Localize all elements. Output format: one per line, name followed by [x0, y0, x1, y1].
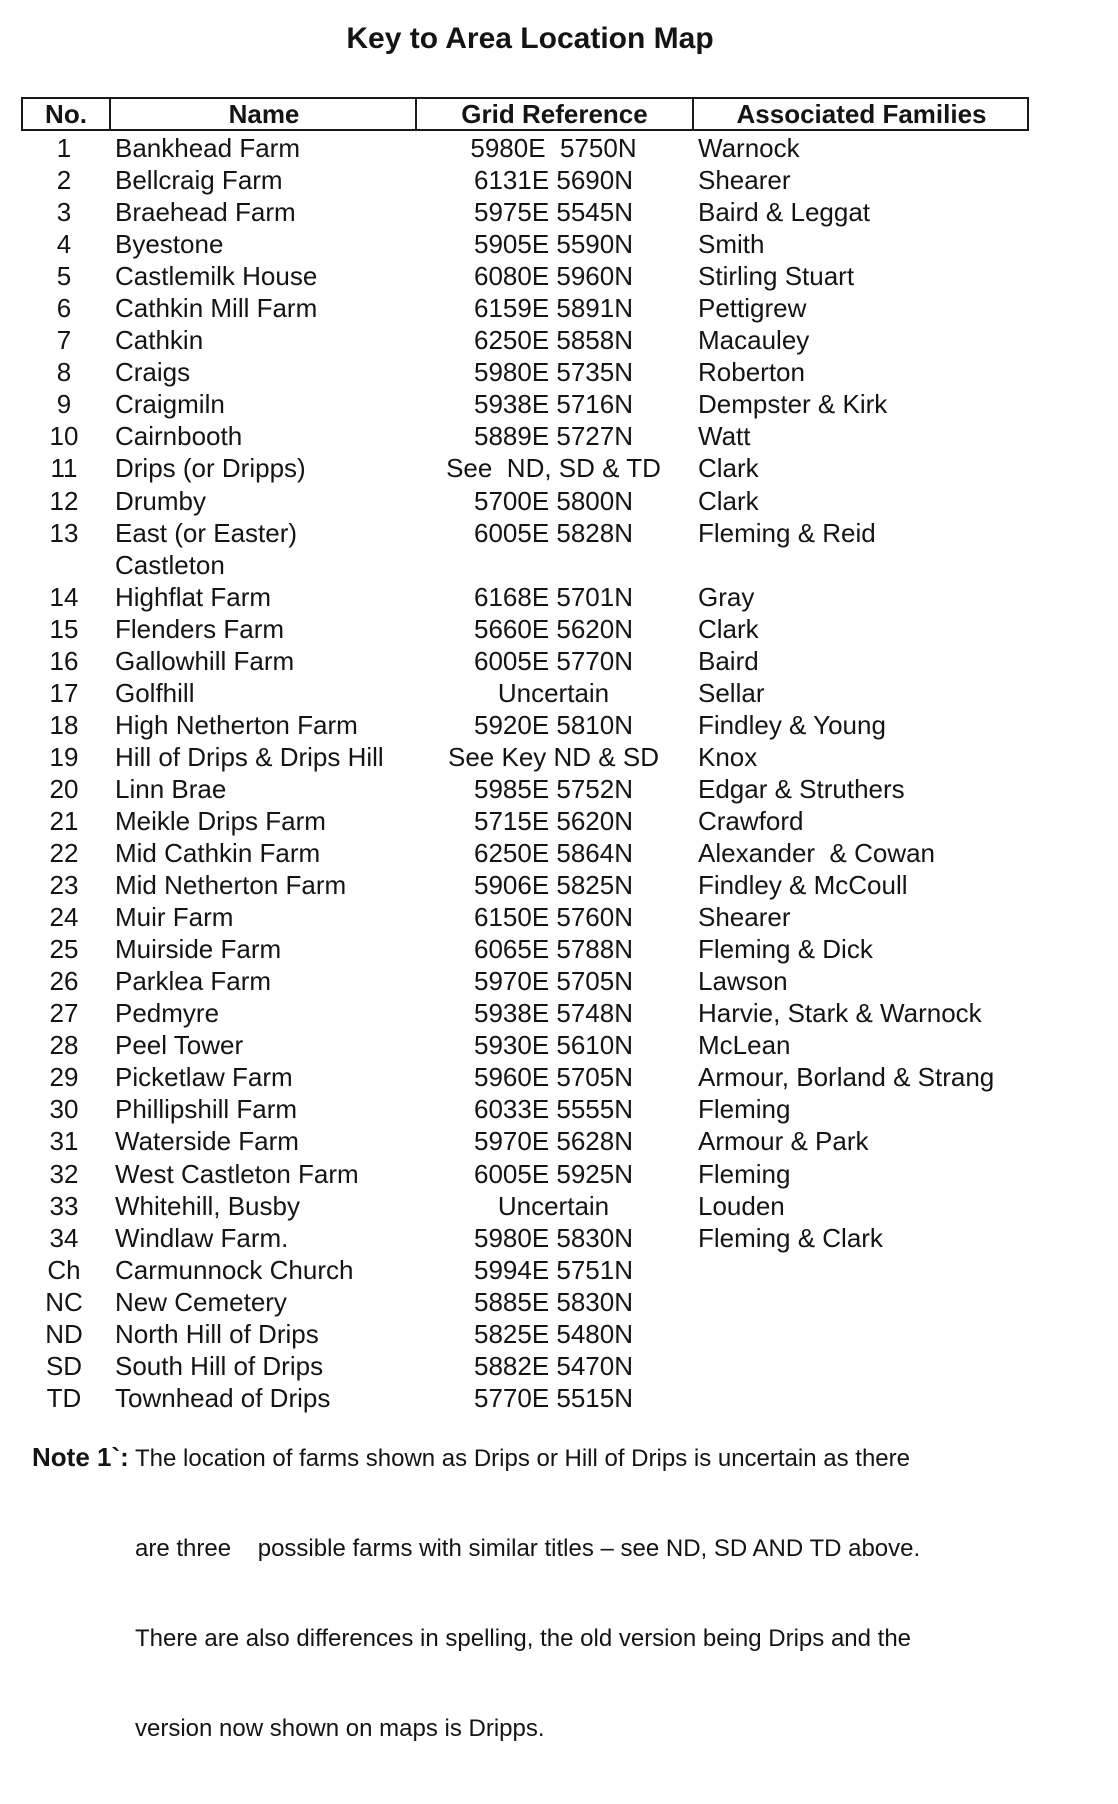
table-row [0, 1318, 1118, 1350]
cell-associated-families: Edgar & Struthers [698, 773, 905, 804]
header-name: Name [109, 99, 417, 129]
cell-associated-families: Alexander & Cowan [698, 838, 936, 869]
cell-associated-families: Findley & McCoull [698, 870, 908, 901]
cell-name: Craigs [115, 357, 191, 388]
cell-name: Phillipshill Farm [115, 1094, 298, 1125]
cell-grid-reference: 5938E 5716N [473, 389, 634, 420]
cell-associated-families: Pettigrew [698, 293, 807, 324]
cell-name: Muirside Farm [115, 934, 282, 965]
cell-associated-families: Clark [698, 613, 759, 644]
cell-no: 19 [49, 741, 79, 772]
cell-no: 26 [49, 966, 79, 997]
note-line: version now shown on maps is Dripps. [135, 1715, 545, 1742]
cell-grid-reference: Uncertain [497, 677, 610, 708]
cell-grid-reference: 6250E 5858N [473, 325, 634, 356]
cell-associated-families: Stirling Stuart [698, 261, 855, 292]
table-row [0, 933, 1118, 965]
cell-grid-reference: 5700E 5800N [473, 485, 634, 516]
cell-no: Ch [47, 1254, 81, 1285]
cell-name: Highflat Farm [115, 581, 272, 612]
cell-name: Gallowhill Farm [115, 645, 295, 676]
cell-no: 7 [56, 325, 72, 356]
cell-no: 16 [49, 645, 79, 676]
cell-name: Carmunnock Church [115, 1254, 354, 1285]
cell-no: 21 [49, 805, 79, 836]
table-row [0, 388, 1118, 420]
cell-associated-families: Fleming & Dick [698, 934, 873, 965]
cell-grid-reference: See ND, SD & TD [446, 453, 661, 484]
cell-associated-families: Clark [698, 453, 759, 484]
cell-no: 11 [50, 453, 78, 484]
cell-no: 2 [56, 165, 72, 196]
table-row [0, 485, 1118, 517]
table-row [0, 196, 1118, 228]
table-row [0, 356, 1118, 388]
table-row [0, 549, 1118, 581]
cell-name: Castleton [115, 549, 225, 580]
cell-grid-reference: 5882E 5470N [473, 1350, 634, 1381]
cell-no: 14 [49, 581, 79, 612]
table-row [0, 1350, 1118, 1382]
cell-associated-families: Sellar [698, 677, 765, 708]
table-row [0, 901, 1118, 933]
cell-no: 23 [49, 870, 79, 901]
cell-name: Peel Tower [115, 1030, 244, 1061]
cell-associated-families: Fleming [698, 1094, 791, 1125]
cell-name: South Hill of Drips [115, 1350, 324, 1381]
table-row [0, 773, 1118, 805]
cell-no: 1 [56, 133, 72, 163]
table-row [0, 965, 1118, 997]
cell-name: New Cemetery [115, 1286, 287, 1317]
table-row [0, 292, 1118, 324]
cell-no: 30 [49, 1094, 79, 1125]
cell-no: 27 [49, 998, 79, 1029]
table-row [0, 997, 1118, 1029]
cell-no: 12 [49, 485, 79, 516]
cell-no: 15 [49, 613, 79, 644]
cell-name: Castlemilk House [115, 261, 318, 292]
cell-associated-families: Armour, Borland & Strang [698, 1062, 995, 1093]
cell-grid-reference: 6250E 5864N [473, 838, 634, 869]
table-body [0, 132, 1118, 1414]
cell-grid-reference: 6005E 5925N [473, 1158, 634, 1189]
cell-grid-reference: 5970E 5628N [473, 1126, 634, 1157]
cell-no: TD [46, 1382, 82, 1413]
table-row [0, 1190, 1118, 1222]
cell-grid-reference: 6159E 5891N [473, 293, 634, 324]
cell-grid-reference: 6065E 5788N [473, 934, 634, 965]
cell-name: East (or Easter) [115, 517, 298, 548]
cell-no: 10 [49, 421, 79, 452]
cell-name: Muir Farm [115, 902, 234, 933]
cell-no: 3 [56, 197, 72, 228]
table-header [21, 97, 1029, 131]
cell-name: Cathkin [115, 325, 204, 356]
cell-name: Mid Netherton Farm [115, 870, 347, 901]
note-text [135, 1444, 995, 1804]
table-row [0, 1382, 1118, 1414]
table-row [0, 1158, 1118, 1190]
note-line: are three possible farms with similar titles – see ND, SD AND TD above. [135, 1535, 921, 1562]
cell-name: Craigmiln [115, 389, 225, 420]
page-title: Key to Area Location Map [346, 22, 714, 55]
cell-associated-families: Warnock [698, 133, 800, 163]
cell-grid-reference: 5825E 5480N [473, 1318, 634, 1349]
cell-grid-reference: 5660E 5620N [473, 613, 634, 644]
cell-no: 29 [49, 1062, 79, 1093]
note-label: Note 1`: [32, 1442, 129, 1472]
cell-grid-reference: 5975E 5545N [473, 197, 634, 228]
cell-name: Hill of Drips & Drips Hill [115, 741, 384, 772]
cell-grid-reference: 5770E 5515N [473, 1382, 634, 1413]
header-no: No. [45, 99, 87, 129]
cell-no: 13 [49, 517, 79, 548]
table-row [0, 645, 1118, 677]
cell-name: Bellcraig Farm [115, 165, 283, 196]
cell-associated-families: Knox [698, 741, 758, 772]
cell-name: Byestone [115, 229, 224, 260]
cell-no: 17 [49, 677, 79, 708]
table-row [0, 164, 1118, 196]
cell-grid-reference: 5970E 5705N [473, 966, 634, 997]
table-row [0, 581, 1118, 613]
table-row [0, 837, 1118, 869]
table-row [0, 1286, 1118, 1318]
cell-grid-reference: 6005E 5770N [473, 645, 634, 676]
cell-no: SD [45, 1350, 83, 1381]
cell-grid-reference: See Key ND & SD [448, 741, 659, 772]
cell-no: ND [45, 1318, 83, 1349]
cell-grid-reference: 5905E 5590N [473, 229, 634, 260]
cell-name: Parklea Farm [115, 966, 272, 997]
table-row [0, 1254, 1118, 1286]
cell-no: 8 [56, 357, 72, 388]
table-row [0, 260, 1118, 292]
cell-grid-reference: 6033E 5555N [473, 1094, 634, 1125]
cell-name: Mid Cathkin Farm [115, 838, 321, 869]
cell-name: Golfhill [115, 677, 195, 708]
cell-associated-families: Shearer [698, 902, 791, 933]
cell-associated-families: Louden [698, 1190, 785, 1221]
cell-grid-reference: 5985E 5752N [473, 773, 634, 804]
cell-grid-reference: 5980E 5750N [470, 133, 637, 163]
cell-name: Flenders Farm [115, 613, 285, 644]
table-row [0, 1061, 1118, 1093]
cell-associated-families: Baird [698, 645, 759, 676]
header-associated-families: Associated Families [692, 99, 1029, 129]
cell-name: Linn Brae [115, 773, 227, 804]
cell-associated-families: Crawford [698, 805, 804, 836]
table-row [0, 452, 1118, 484]
table-row [0, 1222, 1118, 1254]
cell-name: Braehead Farm [115, 197, 296, 228]
cell-grid-reference: 5930E 5610N [473, 1030, 634, 1061]
cell-grid-reference: 5994E 5751N [473, 1254, 634, 1285]
cell-name: Picketlaw Farm [115, 1062, 293, 1093]
cell-associated-families: Dempster & Kirk [698, 389, 888, 420]
cell-grid-reference: Uncertain [497, 1190, 610, 1221]
cell-associated-families: Lawson [698, 966, 788, 997]
cell-associated-families: Fleming & Reid [698, 517, 876, 548]
table-row [0, 869, 1118, 901]
table-row [0, 1029, 1118, 1061]
cell-associated-families: Harvie, Stark & Warnock [698, 998, 982, 1029]
cell-no: 32 [49, 1158, 79, 1189]
table-row [0, 613, 1118, 645]
cell-no: 24 [49, 902, 79, 933]
table-row [0, 741, 1118, 773]
cell-name: Cairnbooth [115, 421, 243, 452]
cell-name: Waterside Farm [115, 1126, 299, 1157]
cell-grid-reference: 5906E 5825N [473, 870, 634, 901]
cell-grid-reference: 5960E 5705N [473, 1062, 634, 1093]
cell-no: 5 [56, 261, 72, 292]
cell-grid-reference: 5980E 5830N [473, 1222, 634, 1253]
cell-name: Bankhead Farm [115, 133, 300, 163]
cell-name: Townhead of Drips [115, 1382, 331, 1413]
table-row [0, 805, 1118, 837]
cell-name: Meikle Drips Farm [115, 805, 326, 836]
cell-name: Windlaw Farm. [115, 1222, 289, 1253]
cell-no: 18 [49, 709, 79, 740]
cell-no: 6 [56, 293, 72, 324]
cell-associated-families: Watt [698, 421, 751, 452]
cell-grid-reference: 6150E 5760N [473, 902, 634, 933]
cell-associated-families: Fleming & Clark [698, 1222, 883, 1253]
note-line: The location of farms shown as Drips or Hill of Drips is uncertain as there [135, 1445, 910, 1472]
table-row [0, 517, 1118, 549]
cell-grid-reference: 5889E 5727N [473, 421, 634, 452]
cell-associated-families: Armour & Park [698, 1126, 869, 1157]
cell-grid-reference: 6005E 5828N [473, 517, 634, 548]
cell-associated-families: Fleming [698, 1158, 791, 1189]
header-grid-reference: Grid Reference [415, 99, 692, 129]
cell-no: 22 [49, 838, 79, 869]
note-line: There are also differences in spelling, the old version being Drips and the [135, 1625, 912, 1652]
cell-associated-families: Clark [698, 485, 759, 516]
cell-associated-families: Shearer [698, 165, 791, 196]
cell-grid-reference: 5920E 5810N [473, 709, 634, 740]
cell-no: 33 [49, 1190, 79, 1221]
table-row [0, 677, 1118, 709]
cell-associated-families: Macauley [698, 325, 810, 356]
cell-name: North Hill of Drips [115, 1318, 319, 1349]
cell-grid-reference: 6131E 5690N [473, 165, 634, 196]
cell-name: High Netherton Farm [115, 709, 358, 740]
cell-name: Drumby [115, 485, 207, 516]
cell-no: 28 [49, 1030, 79, 1061]
cell-name: Drips (or Dripps) [115, 453, 306, 484]
cell-associated-families: Smith [698, 229, 765, 260]
table-row [0, 324, 1118, 356]
cell-no: NC [45, 1286, 83, 1317]
cell-name: Pedmyre [115, 998, 220, 1029]
cell-no: 31 [49, 1126, 79, 1157]
cell-no: 34 [49, 1222, 79, 1253]
cell-grid-reference: 6080E 5960N [473, 261, 634, 292]
cell-no: 4 [56, 229, 72, 260]
cell-name: Whitehill, Busby [115, 1190, 300, 1221]
table-row [0, 228, 1118, 260]
cell-grid-reference: 5885E 5830N [473, 1286, 634, 1317]
cell-grid-reference: 6168E 5701N [473, 581, 634, 612]
cell-no: 9 [56, 389, 72, 420]
cell-no: 25 [49, 934, 79, 965]
cell-associated-families: Gray [698, 581, 755, 612]
cell-associated-families: Roberton [698, 357, 805, 388]
table-row [0, 1125, 1118, 1157]
cell-grid-reference: 5938E 5748N [473, 998, 634, 1029]
cell-associated-families: Baird & Leggat [698, 197, 871, 228]
table-row [0, 420, 1118, 452]
cell-no: 20 [49, 773, 79, 804]
table-row [0, 132, 1118, 164]
cell-name: West Castleton Farm [115, 1158, 359, 1189]
table-row [0, 709, 1118, 741]
table-row [0, 1093, 1118, 1125]
cell-associated-families: McLean [698, 1030, 791, 1061]
cell-associated-families: Findley & Young [698, 709, 886, 740]
cell-grid-reference: 5980E 5735N [473, 357, 634, 388]
cell-name: Cathkin Mill Farm [115, 293, 318, 324]
cell-grid-reference: 5715E 5620N [473, 805, 634, 836]
